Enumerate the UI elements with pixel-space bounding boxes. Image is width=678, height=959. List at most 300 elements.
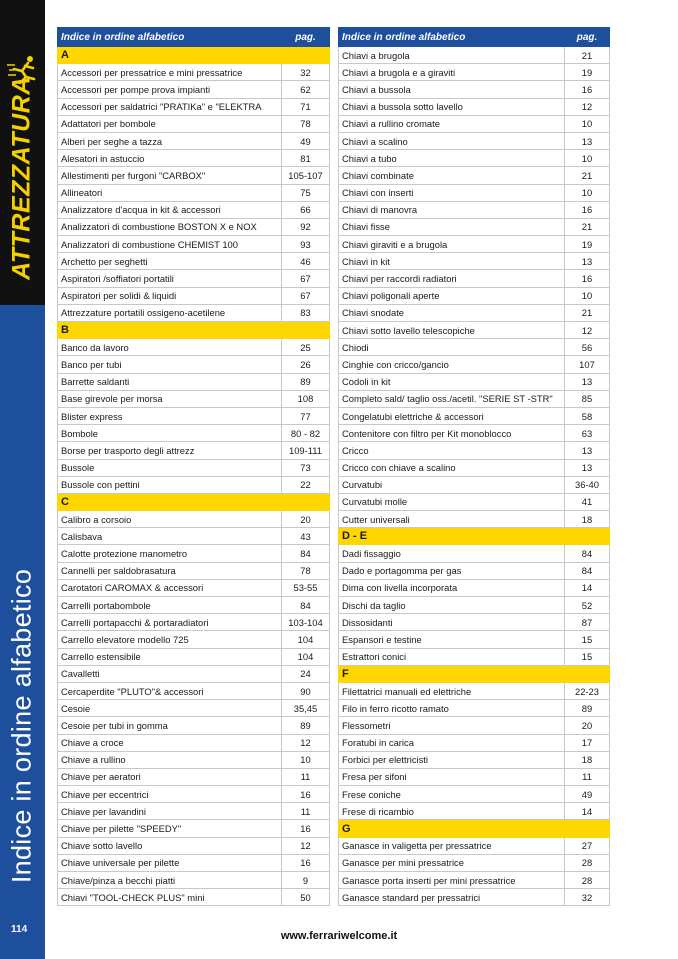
entry-page: 18	[565, 511, 610, 528]
index-entry	[58, 167, 330, 184]
entry-page: 63	[565, 425, 610, 442]
entry-page: 22	[282, 476, 330, 493]
index-entry	[339, 304, 610, 321]
entry-label: Chiave per pilette "SPEEDY"	[58, 820, 282, 837]
entry-page: 16	[565, 201, 610, 218]
entry-page: 46	[282, 253, 330, 270]
entry-label: Aspiratori per solidi & liquidi	[58, 287, 282, 304]
entry-page: 78	[282, 115, 330, 132]
entry-label: Dima con livella incorporata	[339, 579, 565, 596]
entry-page: 28	[565, 854, 610, 871]
entry-label: Chiavi di manovra	[339, 201, 565, 218]
entry-label: Analizzatori di combustione BOSTON X e NOX	[58, 218, 282, 235]
entry-page: 49	[282, 132, 330, 149]
entry-page: 13	[565, 442, 610, 459]
index-entry	[58, 287, 330, 304]
index-entry	[58, 597, 330, 614]
entry-page: 67	[282, 287, 330, 304]
index-entry	[339, 373, 610, 390]
entry-label: Cinghie con cricco/gancio	[339, 356, 565, 373]
index-entry	[339, 442, 610, 459]
index-entry	[58, 98, 330, 115]
index-entry	[339, 579, 610, 596]
index-entry	[339, 803, 610, 820]
entry-page: 89	[282, 373, 330, 390]
section-letter: G	[339, 820, 610, 837]
entry-label: Chiavi giraviti e a brugola	[339, 236, 565, 253]
entry-page: 16	[282, 854, 330, 871]
entry-label: Calibro a corsoio	[58, 511, 282, 528]
entry-label: Ganasce porta inserti per mini pressatrice	[339, 872, 565, 889]
index-entry	[339, 700, 610, 717]
entry-page: 21	[565, 47, 610, 64]
index-entry	[339, 786, 610, 803]
entry-label: Borse per trasporto degli attrezz	[58, 442, 282, 459]
index-entry	[58, 665, 330, 682]
entry-page: 73	[282, 459, 330, 476]
section-letter: A	[58, 47, 330, 64]
entry-label: Chiavi con inserti	[339, 184, 565, 201]
entry-label: Cercaperdite "PLUTO"& accessori	[58, 682, 282, 699]
entry-page: 49	[565, 786, 610, 803]
entry-page: 77	[282, 407, 330, 424]
column-header-label: Indice in ordine alfabetico	[339, 28, 565, 47]
index-entry	[58, 115, 330, 132]
index-entry	[58, 218, 330, 235]
letter-section-header	[339, 820, 610, 837]
entry-label: Chiavi a scalino	[339, 132, 565, 149]
index-entry	[339, 837, 610, 854]
entry-label: Accessori per pompe prova impianti	[58, 81, 282, 98]
entry-label: Chiave per aeratori	[58, 768, 282, 785]
index-entry	[339, 854, 610, 871]
index-entry	[58, 373, 330, 390]
entry-page: 62	[282, 81, 330, 98]
index-entry	[58, 579, 330, 596]
entry-label: Banco da lavoro	[58, 339, 282, 356]
entry-label: Espansori e testine	[339, 631, 565, 648]
entry-page: 107	[565, 356, 610, 373]
index-entry	[58, 854, 330, 871]
entry-page: 50	[282, 889, 330, 906]
entry-page: 12	[282, 734, 330, 751]
entry-label: Chiodi	[339, 339, 565, 356]
index-entry	[339, 115, 610, 132]
index-entry	[339, 734, 610, 751]
index-entry	[58, 356, 330, 373]
entry-page: 18	[565, 751, 610, 768]
entry-page: 35,45	[282, 700, 330, 717]
index-entry	[58, 751, 330, 768]
column-header-page: pag.	[282, 28, 330, 47]
index-entry	[339, 167, 610, 184]
entry-page: 13	[565, 253, 610, 270]
index-entry	[58, 803, 330, 820]
entry-label: Cricco con chiave a scalino	[339, 459, 565, 476]
entry-label: Dissosidanti	[339, 614, 565, 631]
entry-label: Chiavi fisse	[339, 218, 565, 235]
entry-label: Banco per tubi	[58, 356, 282, 373]
entry-page: 108	[282, 390, 330, 407]
index-entry	[58, 631, 330, 648]
index-entry	[339, 339, 610, 356]
entry-page: 90	[282, 682, 330, 699]
entry-page: 28	[565, 872, 610, 889]
index-entry	[339, 614, 610, 631]
entry-label: Carrello estensibile	[58, 648, 282, 665]
index-entry	[58, 700, 330, 717]
entry-label: Carrelli portabombole	[58, 597, 282, 614]
entry-label: Calisbava	[58, 528, 282, 545]
column-header-label: Indice in ordine alfabetico	[58, 28, 282, 47]
entry-page: 22-23	[565, 682, 610, 699]
entry-label: Cavalletti	[58, 665, 282, 682]
entry-page: 24	[282, 665, 330, 682]
entry-label: Calotte protezione manometro	[58, 545, 282, 562]
index-entry	[339, 682, 610, 699]
entry-page: 13	[565, 459, 610, 476]
letter-section-header	[58, 47, 330, 64]
entry-label: Cannelli per saldobrasatura	[58, 562, 282, 579]
entry-page: 104	[282, 648, 330, 665]
index-entry	[339, 270, 610, 287]
entry-page: 53-55	[282, 579, 330, 596]
entry-label: Ganasce in valigetta per pressatrice	[339, 837, 565, 854]
entry-label: Chiavi a brugola e a giraviti	[339, 64, 565, 81]
entry-page: 27	[565, 837, 610, 854]
footer-url[interactable]: www.ferrariwelcome.it	[280, 930, 398, 942]
letter-section-header	[339, 528, 610, 545]
index-entry	[58, 64, 330, 81]
entry-label: Attrezzature portatili ossigeno-acetilene	[58, 304, 282, 321]
entry-label: Fresa per sifoni	[339, 768, 565, 785]
index-table-right	[338, 27, 610, 906]
index-entry	[339, 425, 610, 442]
entry-label: Aspiratori /soffiatori portatili	[58, 270, 282, 287]
index-entry	[58, 304, 330, 321]
index-entry	[58, 442, 330, 459]
index-entry	[339, 356, 610, 373]
index-entry	[339, 407, 610, 424]
entry-label: Foratubi in carica	[339, 734, 565, 751]
entry-page: 15	[565, 648, 610, 665]
entry-label: Bombole	[58, 425, 282, 442]
entry-label: Dadi fissaggio	[339, 545, 565, 562]
entry-label: Dischi da taglio	[339, 597, 565, 614]
index-entry	[58, 81, 330, 98]
index-entry	[58, 425, 330, 442]
index-entry	[58, 150, 330, 167]
index-entry	[339, 717, 610, 734]
entry-label: Cesoie per tubi in gomma	[58, 717, 282, 734]
entry-page: 11	[565, 768, 610, 785]
index-entry	[58, 889, 330, 906]
index-entry	[58, 717, 330, 734]
entry-label: Carrello elevatore modello 725	[58, 631, 282, 648]
entry-label: Curvatubi molle	[339, 493, 565, 510]
entry-page: 43	[282, 528, 330, 545]
index-entry	[339, 889, 610, 906]
entry-label: Chiave universale per pilette	[58, 854, 282, 871]
index-title: Indice in ordine alfabetico	[6, 568, 37, 884]
entry-label: Chiavi per raccordi radiatori	[339, 270, 565, 287]
entry-label: Chiavi combinate	[339, 167, 565, 184]
section-letter: D - E	[339, 528, 610, 545]
letter-section-header	[58, 493, 330, 510]
entry-page: 26	[282, 356, 330, 373]
entry-label: Chiave a croce	[58, 734, 282, 751]
entry-label: Carotatori CAROMAX & accessori	[58, 579, 282, 596]
index-entry	[339, 648, 610, 665]
index-entry	[339, 64, 610, 81]
entry-page: 10	[565, 150, 610, 167]
entry-page: 75	[282, 184, 330, 201]
index-entry	[339, 768, 610, 785]
index-entry	[339, 287, 610, 304]
entry-label: Ganasce per mini pressatrice	[339, 854, 565, 871]
entry-page: 14	[565, 579, 610, 596]
index-entry	[58, 682, 330, 699]
entry-page: 15	[565, 631, 610, 648]
entry-page: 12	[282, 837, 330, 854]
letter-section-header	[339, 665, 610, 682]
index-entry	[339, 236, 610, 253]
entry-label: Flessometri	[339, 717, 565, 734]
index-entry	[339, 476, 610, 493]
entry-label: Chiavi sotto lavello telescopiche	[339, 322, 565, 339]
entry-page: 109-111	[282, 442, 330, 459]
entry-label: Filo in ferro ricotto ramato	[339, 700, 565, 717]
entry-page: 16	[282, 786, 330, 803]
entry-page: 84	[565, 562, 610, 579]
entry-label: Accessori per pressatrice e mini pressatrice	[58, 64, 282, 81]
entry-page: 92	[282, 218, 330, 235]
entry-label: Archetto per seghetti	[58, 253, 282, 270]
entry-label: Cricco	[339, 442, 565, 459]
entry-page: 12	[565, 98, 610, 115]
entry-label: Chiavi a rullino cromate	[339, 115, 565, 132]
entry-page: 32	[282, 64, 330, 81]
entry-label: Completo sald/ taglio oss./acetil. "SERIE ST -STR"	[339, 390, 565, 407]
index-entry	[58, 201, 330, 218]
entry-page: 83	[282, 304, 330, 321]
entry-label: Ganasce standard per pressatrici	[339, 889, 565, 906]
entry-page: 9	[282, 872, 330, 889]
entry-label: Chiave sotto lavello	[58, 837, 282, 854]
entry-label: Barrette saldanti	[58, 373, 282, 390]
entry-label: Chiavi a tubo	[339, 150, 565, 167]
index-entry	[58, 820, 330, 837]
entry-label: Chiavi poligonali aperte	[339, 287, 565, 304]
section-letter: B	[58, 322, 330, 339]
entry-label: Adattatori per bombole	[58, 115, 282, 132]
entry-page: 56	[565, 339, 610, 356]
entry-label: Chiavi in kit	[339, 253, 565, 270]
entry-page: 84	[282, 545, 330, 562]
index-entry	[339, 98, 610, 115]
entry-page: 89	[565, 700, 610, 717]
index-entry	[58, 648, 330, 665]
index-entry	[58, 459, 330, 476]
entry-page: 78	[282, 562, 330, 579]
entry-page: 21	[565, 167, 610, 184]
index-entry	[339, 253, 610, 270]
entry-label: Chiavi a bussola sotto lavello	[339, 98, 565, 115]
index-entry	[58, 476, 330, 493]
index-entry	[339, 322, 610, 339]
entry-page: 104	[282, 631, 330, 648]
entry-page: 36-40	[565, 476, 610, 493]
entry-label: Alesatori in astuccio	[58, 150, 282, 167]
entry-label: Cutter universali	[339, 511, 565, 528]
entry-label: Analizzatore d'acqua in kit & accessori	[58, 201, 282, 218]
entry-page: 19	[565, 236, 610, 253]
entry-label: Contenitore con filtro per Kit monoblocco	[339, 425, 565, 442]
index-entry	[58, 270, 330, 287]
entry-label: Chiave a rullino	[58, 751, 282, 768]
section-letter: C	[58, 493, 330, 510]
entry-page: 21	[565, 304, 610, 321]
entry-page: 66	[282, 201, 330, 218]
index-entry	[58, 236, 330, 253]
entry-page: 19	[565, 64, 610, 81]
index-entry	[58, 545, 330, 562]
index-entry	[58, 253, 330, 270]
letter-section-header	[58, 322, 330, 339]
index-entry	[339, 81, 610, 98]
entry-label: Chiave per lavandini	[58, 803, 282, 820]
entry-label: Allestimenti per furgoni "CARBOX"	[58, 167, 282, 184]
entry-page: 12	[565, 322, 610, 339]
entry-page: 103-104	[282, 614, 330, 631]
entry-page: 10	[565, 184, 610, 201]
entry-label: Frese di ricambio	[339, 803, 565, 820]
entry-label: Dado e portagomma per gas	[339, 562, 565, 579]
entry-label: Forbici per elettricisti	[339, 751, 565, 768]
index-entry	[58, 339, 330, 356]
entry-label: Filettatrici manuali ed elettriche	[339, 682, 565, 699]
index-entry	[58, 528, 330, 545]
entry-page: 105-107	[282, 167, 330, 184]
entry-page: 71	[282, 98, 330, 115]
entry-page: 11	[282, 803, 330, 820]
index-entry	[58, 390, 330, 407]
index-entry	[58, 786, 330, 803]
index-entry	[58, 132, 330, 149]
entry-page: 67	[282, 270, 330, 287]
index-entry	[339, 150, 610, 167]
entry-label: Blister express	[58, 407, 282, 424]
entry-label: Congelatubi elettriche & accessori	[339, 407, 565, 424]
entry-page: 89	[282, 717, 330, 734]
index-entry	[339, 201, 610, 218]
index-entry	[58, 837, 330, 854]
index-entry	[339, 597, 610, 614]
entry-page: 25	[282, 339, 330, 356]
entry-label: Analizzatori di combustione CHEMIST 100	[58, 236, 282, 253]
entry-page: 87	[565, 614, 610, 631]
entry-page: 11	[282, 768, 330, 785]
index-entry	[339, 493, 610, 510]
entry-page: 16	[282, 820, 330, 837]
column-header-page: pag.	[565, 28, 610, 47]
index-entry	[339, 459, 610, 476]
entry-label: Frese coniche	[339, 786, 565, 803]
index-entry	[58, 768, 330, 785]
entry-page: 10	[282, 751, 330, 768]
entry-page: 13	[565, 373, 610, 390]
entry-label: Accessori per saldatrici "PRATIKa" e "ELEKTRA	[58, 98, 282, 115]
index-entry	[58, 407, 330, 424]
entry-page: 41	[565, 493, 610, 510]
entry-label: Carrelli portapacchi & portaradiatori	[58, 614, 282, 631]
entry-label: Chiavi snodate	[339, 304, 565, 321]
index-entry	[58, 872, 330, 889]
entry-page: 84	[282, 597, 330, 614]
entry-page: 10	[565, 115, 610, 132]
entry-page: 17	[565, 734, 610, 751]
entry-page: 16	[565, 270, 610, 287]
entry-label: Curvatubi	[339, 476, 565, 493]
entry-label: Chiavi a brugola	[339, 47, 565, 64]
entry-label: Codoli in kit	[339, 373, 565, 390]
entry-page: 84	[565, 545, 610, 562]
index-entry	[339, 562, 610, 579]
index-entry	[339, 751, 610, 768]
entry-label: Base girevole per morsa	[58, 390, 282, 407]
entry-page: 10	[565, 287, 610, 304]
index-entry	[58, 734, 330, 751]
entry-page: 32	[565, 889, 610, 906]
page-number: 114	[11, 924, 28, 935]
entry-label: Bussole con pettini	[58, 476, 282, 493]
entry-page: 20	[565, 717, 610, 734]
index-entry	[339, 631, 610, 648]
entry-page: 81	[282, 150, 330, 167]
entry-label: Alberi per seghe a tazza	[58, 132, 282, 149]
entry-page: 93	[282, 236, 330, 253]
entry-page: 58	[565, 407, 610, 424]
entry-label: Chiave per eccentrici	[58, 786, 282, 803]
entry-page: 52	[565, 597, 610, 614]
index-entry	[339, 47, 610, 64]
index-table-left	[57, 27, 330, 906]
entry-page: 16	[565, 81, 610, 98]
index-entry	[339, 218, 610, 235]
entry-label: Cesoie	[58, 700, 282, 717]
entry-page: 14	[565, 803, 610, 820]
entry-page: 20	[282, 511, 330, 528]
section-title: ATTREZZATURA	[7, 76, 36, 280]
entry-label: Chiave/pinza a becchi piatti	[58, 872, 282, 889]
index-entry	[339, 184, 610, 201]
index-entry	[339, 545, 610, 562]
entry-label: Estrattori conici	[339, 648, 565, 665]
entry-page: 80 - 82	[282, 425, 330, 442]
entry-label: Chiavi "TOOL-CHECK PLUS" mini	[58, 889, 282, 906]
index-entry	[339, 872, 610, 889]
index-entry	[58, 562, 330, 579]
index-entry	[339, 390, 610, 407]
entry-page: 21	[565, 218, 610, 235]
index-entry	[339, 132, 610, 149]
entry-page: 85	[565, 390, 610, 407]
index-entry	[58, 184, 330, 201]
entry-label: Chiavi a bussola	[339, 81, 565, 98]
index-entry	[58, 511, 330, 528]
section-letter: F	[339, 665, 610, 682]
entry-label: Allineatori	[58, 184, 282, 201]
